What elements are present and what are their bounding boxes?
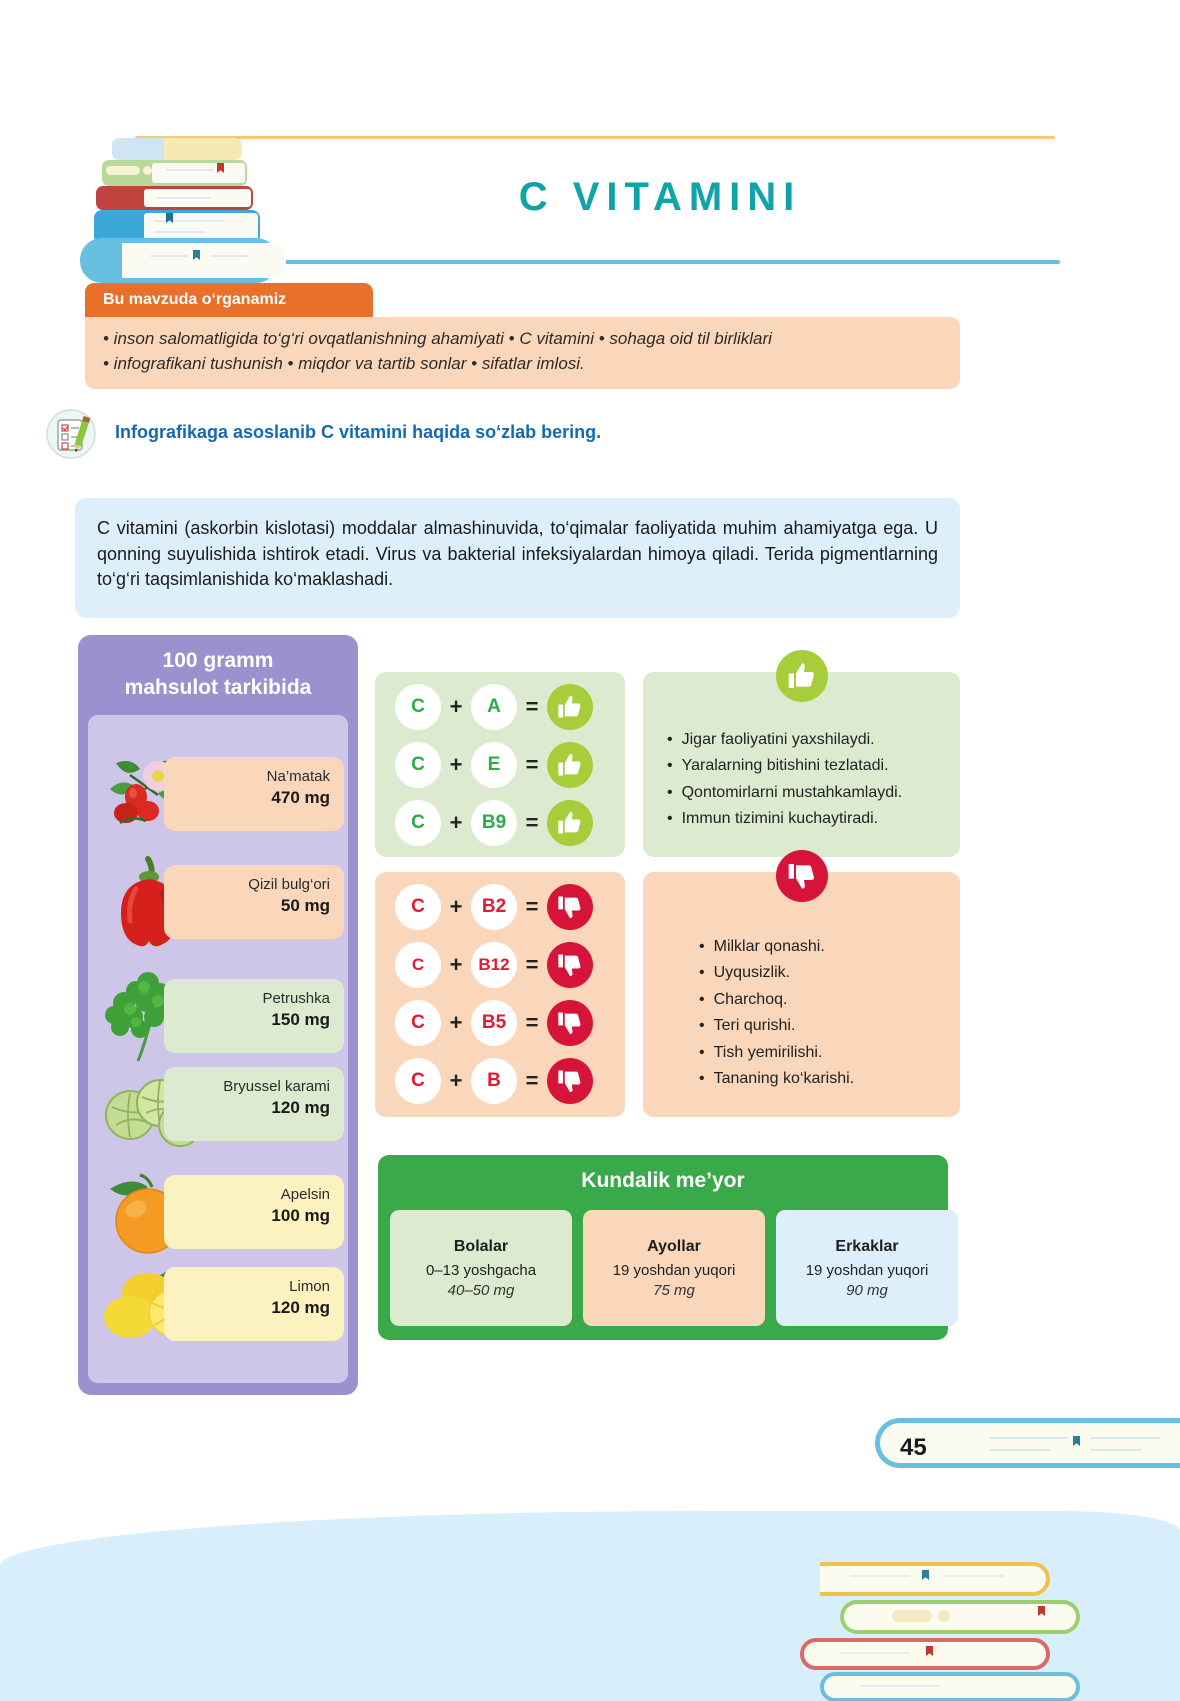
footer-book-green	[840, 1600, 1080, 1634]
equals-icon: =	[525, 894, 539, 919]
footer-books-illustration	[780, 1546, 1110, 1696]
thumbs-down-icon	[547, 1058, 593, 1104]
norm-group: Bolalar	[453, 1237, 509, 1255]
products-list	[88, 715, 348, 1383]
equals-icon: =	[525, 752, 539, 777]
plus-icon: +	[449, 894, 463, 919]
learn-objectives-tab: Bu mavzuda o‘rganamiz	[85, 283, 373, 317]
footer-book-red	[800, 1638, 1050, 1670]
norm-amount: 75 mg	[653, 1281, 695, 1299]
vitamin-circle: C	[395, 1000, 441, 1046]
thumbs-down-icon	[547, 1000, 593, 1046]
norm-group: Ayollar	[647, 1237, 701, 1255]
equals-icon: =	[525, 952, 539, 977]
combination-row	[375, 736, 625, 794]
products-title-line-2: mahsulot tarkibida	[124, 676, 312, 700]
thumbs-down-icon	[547, 884, 593, 930]
book-blue-pages	[144, 213, 258, 241]
book-green-band	[106, 166, 140, 175]
book-bottom-pages	[122, 243, 286, 278]
vitamin-circle: C	[395, 742, 441, 788]
task-text: Infografikaga asoslanib C vitamini haqida so‘zlab bering.	[115, 422, 602, 442]
thumbs-up-icon	[547, 742, 593, 788]
list-item: • Tananing ko‘karishi.	[699, 1066, 984, 1092]
vitamin-circle: B	[471, 1058, 517, 1104]
list-item	[88, 967, 348, 1067]
clipboard-pencil-icon	[45, 408, 97, 460]
footer-line-2	[945, 1575, 1005, 1577]
vitamin-circle: B12	[471, 942, 517, 988]
list-item	[88, 1255, 348, 1355]
list-item: • Teri qurishi.	[699, 1013, 984, 1039]
products-panel	[78, 635, 358, 1395]
page-header	[0, 120, 1180, 280]
page-book-line-1	[990, 1437, 1068, 1439]
daily-norm-box	[378, 1155, 948, 1340]
norm-card-women	[583, 1210, 765, 1326]
plus-icon: +	[449, 1010, 463, 1035]
vitamin-circle: E	[471, 742, 517, 788]
page-book-line-4	[1090, 1449, 1142, 1451]
footer-band	[892, 1610, 932, 1622]
product-amount: 50 mg	[280, 896, 330, 916]
book-yellow-spine	[112, 138, 164, 160]
thumbs-up-icon	[547, 684, 593, 730]
vitamin-circle: B9	[471, 800, 517, 846]
daily-norm-cards	[390, 1210, 958, 1326]
book-blue-line-2	[154, 231, 206, 233]
footer-book-yellow	[820, 1562, 1050, 1596]
list-item	[88, 853, 348, 953]
list-item: • Yaralarning bitishini tezlatadi.	[667, 753, 952, 779]
combination-row	[375, 936, 625, 994]
bad-combinations-box	[375, 872, 625, 1117]
list-item: • Jigar faoliyatini yaxshilaydi.	[667, 727, 952, 753]
books-stack-illustration	[80, 128, 300, 273]
product-amount: 150 mg	[271, 1010, 330, 1030]
product-label	[164, 865, 344, 939]
thumbs-up-icon	[547, 800, 593, 846]
page-book-line-2	[990, 1449, 1050, 1451]
product-label	[164, 1267, 344, 1341]
vitamin-circle: C	[395, 1058, 441, 1104]
norm-card-men	[776, 1210, 958, 1326]
combination-row	[375, 678, 625, 736]
vitamin-circle: C	[395, 942, 441, 988]
norm-age: 0–13 yoshgacha	[425, 1261, 537, 1279]
equals-icon: =	[525, 694, 539, 719]
book-bottom-line-1	[150, 255, 188, 257]
benefits-box	[643, 672, 960, 857]
list-item: • Tish yemirilishi.	[699, 1040, 984, 1066]
list-item: • Immun tizimini kuchaytiradi.	[667, 806, 952, 832]
daily-norm-title: Kundalik me’yor	[581, 1169, 745, 1192]
norm-group: Erkaklar	[835, 1237, 899, 1255]
intro-paragraph: C vitamini (askorbin kislotasi) moddalar almashinuvida, to‘qimalar faoliyatida muhim ahamiyatga ega. U qonning suyulishida ishtirok etadi. Virus va bakterial infeksiyalardan himoya qiladi. Terida pigmentlarning to‘g‘ri taqsimlanishida ko‘maklashadi.	[75, 498, 960, 618]
product-label	[164, 1175, 344, 1249]
product-amount: 120 mg	[271, 1098, 330, 1118]
norm-age: 19 yoshdan yuqori	[612, 1261, 736, 1279]
page-title: C VITAMINI	[518, 175, 802, 219]
norm-amount: 40–50 mg	[447, 1281, 515, 1299]
harms-list	[699, 934, 984, 1092]
book-bottom-line-2	[210, 255, 248, 257]
thumbs-down-icon	[547, 942, 593, 988]
plus-icon: +	[449, 1068, 463, 1093]
equals-icon: =	[525, 1068, 539, 1093]
page-number: 45	[900, 1434, 927, 1461]
product-amount: 100 mg	[271, 1206, 330, 1226]
norm-card-children	[390, 1210, 572, 1326]
book-green-dot	[143, 166, 152, 175]
vitamin-circle: C	[395, 884, 441, 930]
vitamin-circle: C	[395, 800, 441, 846]
page-book-line-3	[1090, 1437, 1160, 1439]
plus-icon: +	[449, 952, 463, 977]
product-name: Qizil bulg‘ori	[248, 876, 330, 893]
list-item	[88, 1055, 348, 1155]
footer-line-3	[840, 1652, 910, 1654]
vitamin-circle: A	[471, 684, 517, 730]
product-amount: 120 mg	[271, 1298, 330, 1318]
footer-dot	[938, 1610, 950, 1622]
vitamin-circle: B2	[471, 884, 517, 930]
list-item: • Milklar qonashi.	[699, 934, 984, 960]
list-item	[88, 745, 348, 845]
products-title-line-1: 100 gramm	[162, 649, 274, 672]
list-item: • Uyqusizlik.	[699, 960, 984, 986]
benefits-list	[667, 727, 952, 833]
product-name: Apelsin	[280, 1186, 330, 1203]
vitamin-circle: C	[395, 684, 441, 730]
equals-icon: =	[525, 1010, 539, 1035]
plus-icon: +	[449, 694, 463, 719]
task-prompt	[45, 408, 945, 463]
product-name: Bryussel karami	[223, 1078, 330, 1095]
footer-line-4	[860, 1685, 940, 1687]
product-label	[164, 979, 344, 1053]
combination-row	[375, 994, 625, 1052]
combination-row	[375, 878, 625, 936]
plus-icon: +	[449, 752, 463, 777]
book-green-line	[166, 169, 214, 171]
list-item: • Charchoq.	[699, 987, 984, 1013]
product-name: Limon	[289, 1278, 330, 1295]
product-label	[164, 757, 344, 831]
footer-line-1	[850, 1575, 910, 1577]
page-number-book	[875, 1418, 1180, 1468]
learn-objectives-body	[85, 317, 960, 389]
harms-box	[643, 872, 960, 1117]
list-item	[88, 1163, 348, 1263]
norm-age: 19 yoshdan yuqori	[805, 1261, 929, 1279]
thumbs-up-icon	[776, 650, 828, 702]
book-blue-line-1	[154, 220, 224, 222]
good-combinations-box	[375, 672, 625, 857]
learn-objectives-line-2: • infografikani tushunish • miqdor va tartib sonlar • sifatlar imlosi.	[103, 353, 585, 373]
footer-book-blue	[820, 1672, 1080, 1701]
product-label	[164, 1067, 344, 1141]
book-red-line	[156, 197, 211, 199]
combination-row	[375, 794, 625, 852]
product-amount: 470 mg	[271, 788, 330, 808]
plus-icon: +	[449, 810, 463, 835]
product-name: Petrushka	[262, 990, 330, 1007]
bookmark-icon	[1073, 1436, 1080, 1446]
product-name: Na’matak	[266, 768, 330, 785]
products-panel-title	[78, 647, 358, 702]
thumbs-down-icon	[776, 850, 828, 902]
book-green-pages	[152, 163, 245, 183]
learn-objectives-line-1: • inson salomatligida to‘g‘ri ovqatlanishning ahamiyati • C vitamini • sohaga oid til birliklari	[103, 329, 772, 348]
norm-amount: 90 mg	[846, 1281, 888, 1299]
vitamin-circle: B5	[471, 1000, 517, 1046]
combination-row	[375, 1052, 625, 1110]
equals-icon: =	[525, 810, 539, 835]
list-item: • Qontomirlarni mustahkamlaydi.	[667, 780, 952, 806]
